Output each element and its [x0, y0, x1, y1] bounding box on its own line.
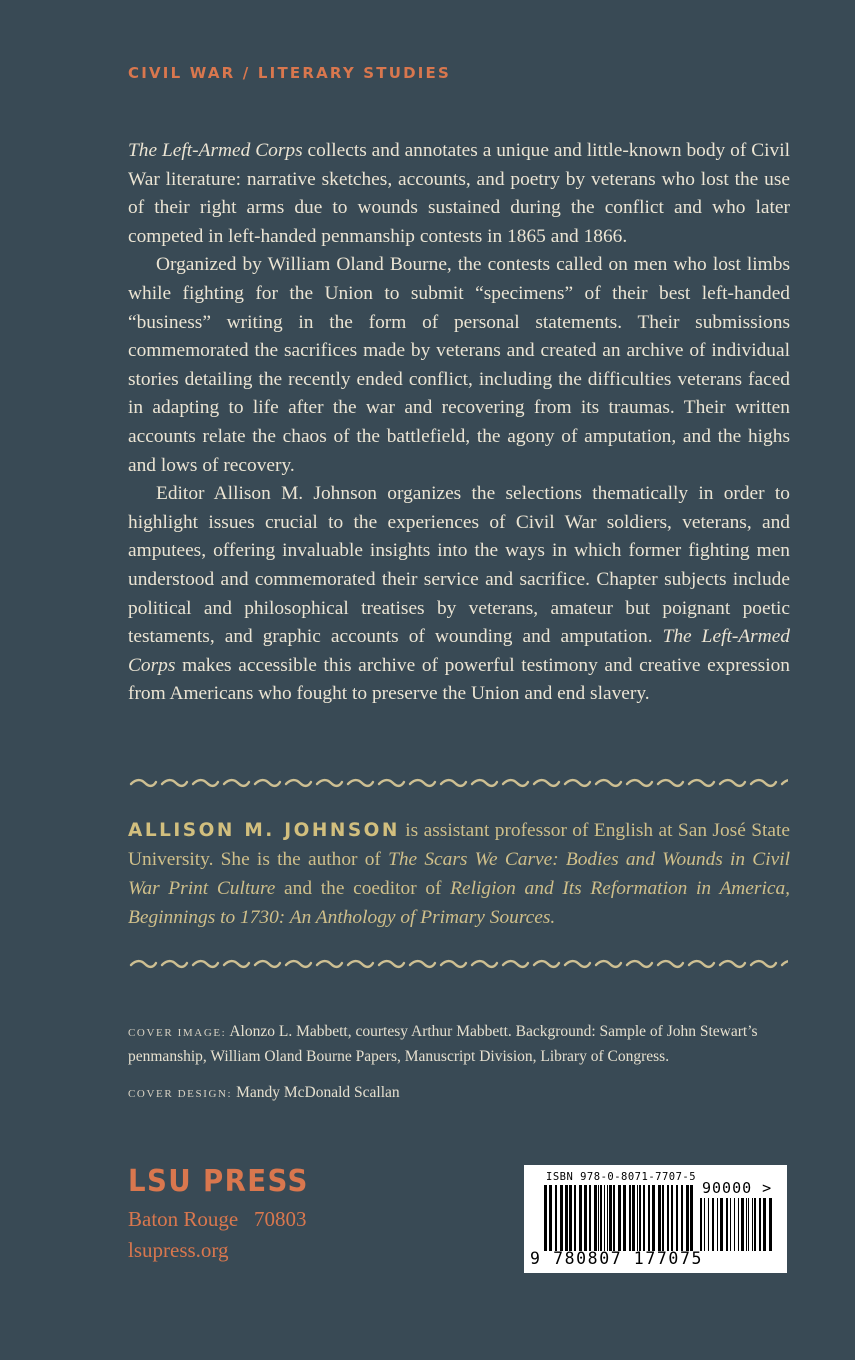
cover-credits — [128, 1020, 798, 1119]
barcode-bar — [671, 1185, 673, 1251]
barcode-bar — [730, 1198, 731, 1251]
book-description — [128, 137, 790, 709]
barcode-bar — [652, 1185, 655, 1251]
author-name: ALLISON M. JOHNSON — [128, 820, 400, 841]
barcode-bar — [589, 1185, 591, 1251]
barcode-bar — [584, 1185, 587, 1251]
barcode-bar — [662, 1185, 664, 1251]
barcode-bar — [748, 1198, 749, 1251]
barcode-bar — [720, 1198, 723, 1251]
barcode-bar — [632, 1185, 635, 1251]
book-title: The Left-Armed Corps — [128, 626, 790, 676]
barcode-bar — [639, 1185, 641, 1251]
barcode-bar — [690, 1185, 693, 1251]
barcode-bar — [667, 1185, 669, 1251]
barcode-bar — [579, 1185, 582, 1251]
coedited-book-title: Religion and Its Reformation in America, Beginnings to 1730: An Anthology of Primary Sources. — [128, 878, 790, 928]
barcode-bar — [741, 1198, 744, 1251]
publisher-name: LSU PRESS — [128, 1164, 309, 1199]
barcode-bar — [676, 1185, 678, 1251]
barcode-bar — [734, 1198, 735, 1251]
barcode-bar — [560, 1185, 563, 1251]
barcode-bar — [613, 1185, 615, 1251]
barcode-bar — [726, 1198, 728, 1251]
barcode-bar — [574, 1185, 576, 1251]
wave-divider-bottom — [128, 957, 788, 971]
publisher-block — [128, 1160, 324, 1266]
barcode-bars — [544, 1185, 694, 1251]
description-paragraph-1: The Left-Armed Corps collects and annotates a unique and little-known body of Civil War literature: narrative sketches, accounts, and poetry by veterans who lost the use of their right arms due to wounds sustained during the conflict and who later competed in left-handed penmanship contests in 1865 and 1866. — [128, 140, 790, 247]
barcode-bar — [600, 1185, 602, 1251]
barcode-bar — [648, 1185, 650, 1251]
barcode-bar — [738, 1198, 739, 1251]
barcode-bar — [759, 1198, 761, 1251]
barcode-bar — [686, 1185, 689, 1251]
barcode-bar — [700, 1198, 702, 1251]
barcode-bar — [544, 1185, 547, 1251]
barcode-bar — [746, 1198, 747, 1251]
barcode-bar — [569, 1185, 572, 1251]
barcode-bar — [708, 1198, 709, 1251]
price-code: 90000 > — [702, 1179, 773, 1197]
book-title: The Left-Armed Corps — [128, 140, 303, 161]
barcode-bar — [607, 1185, 608, 1251]
author-book-title: The Scars We Carve: Bodies and Wounds in Civil War Print Culture — [128, 849, 791, 899]
barcode-bar — [623, 1185, 626, 1251]
barcode-bar — [752, 1198, 753, 1251]
barcode-bar — [681, 1185, 683, 1251]
barcode-bar — [658, 1185, 661, 1251]
barcode-bar — [549, 1185, 552, 1251]
cover-image-credit: COVER IMAGE: Alonzo L. Mabbett, courtesy Arthur Mabbett. Background: Sample of John Stewart’s penmanship, William Oland Bourne Papers, Manuscript Division, Library of Congress. — [128, 1023, 758, 1065]
barcode-bar — [712, 1198, 714, 1251]
barcode-bar — [643, 1185, 645, 1251]
isbn-barcode — [524, 1165, 787, 1273]
barcode-bar — [594, 1185, 597, 1251]
barcode-bar — [629, 1185, 631, 1251]
wave-divider-top — [128, 776, 788, 790]
barcode-bar — [704, 1198, 705, 1251]
barcode-bar — [555, 1185, 557, 1251]
barcode-bar — [717, 1198, 718, 1251]
author-bio: ALLISON M. JOHNSON is assistant professor of English at San José State University. She is the author of The Scars We Carve: Bodies and Wounds in Civil War Print Culture and the coeditor of Religion and Its Reformation in America, Beginnings to 1730: An Anthology of Primary Sources. — [128, 820, 791, 928]
barcode-bar — [618, 1185, 621, 1251]
barcode-bar — [754, 1198, 756, 1251]
description-paragraph-2: Organized by William Oland Bourne, the contests called on men who lost limbs while fighting for the Union to submit “specimens” of their best left-handed “business” writing in the form of personal statements. Their submissions commemorated the sacrifices made by veterans and created an archive of individual stories detailing the recently ended conflict, including the difficulties veterans faced in adapting to life after the war and recovering from its traumas. Their written accounts relate the chaos of the battlefield, the agony of amputation, and the highs and lows of recovery. — [128, 254, 790, 476]
barcode-bar — [637, 1185, 638, 1251]
barcode-bar — [763, 1198, 766, 1251]
description-paragraph-3: Editor Allison M. Johnson organizes the selections thematically in order to highlight issues crucial to the experiences of Civil War soldiers, veterans, and amputees, offering invaluable insights into the ways in which former fighting men understood and commemorated their service and sacrifice. Chapter subjects include political and philosophical treatises by veterans, amateur but poignant poetic testaments, and graphic accounts of wounding and amputation. The Left-Armed Corps makes accessible this archive of powerful testimony and creative expression from Americans who fought to preserve the Union and end slavery. — [128, 483, 790, 705]
price-barcode-bars — [700, 1198, 772, 1251]
barcode-bar — [598, 1185, 599, 1251]
cover-design-credit: COVER DESIGN: Mandy McDonald Scallan — [128, 1084, 400, 1101]
barcode-bar — [769, 1198, 772, 1251]
barcode-bar — [609, 1185, 612, 1251]
publisher-website[interactable]: lsupress.org — [128, 1238, 229, 1262]
category-label: CIVIL WAR / LITERARY STUDIES — [128, 64, 452, 82]
isbn-label: ISBN 978-0-8071-7707-5 — [546, 1171, 697, 1183]
barcode-bar — [604, 1185, 605, 1251]
barcode-bar — [565, 1185, 568, 1251]
isbn-digits: 9 780807 177075 — [530, 1249, 704, 1268]
publisher-location: Baton Rouge 70803 — [128, 1207, 307, 1231]
